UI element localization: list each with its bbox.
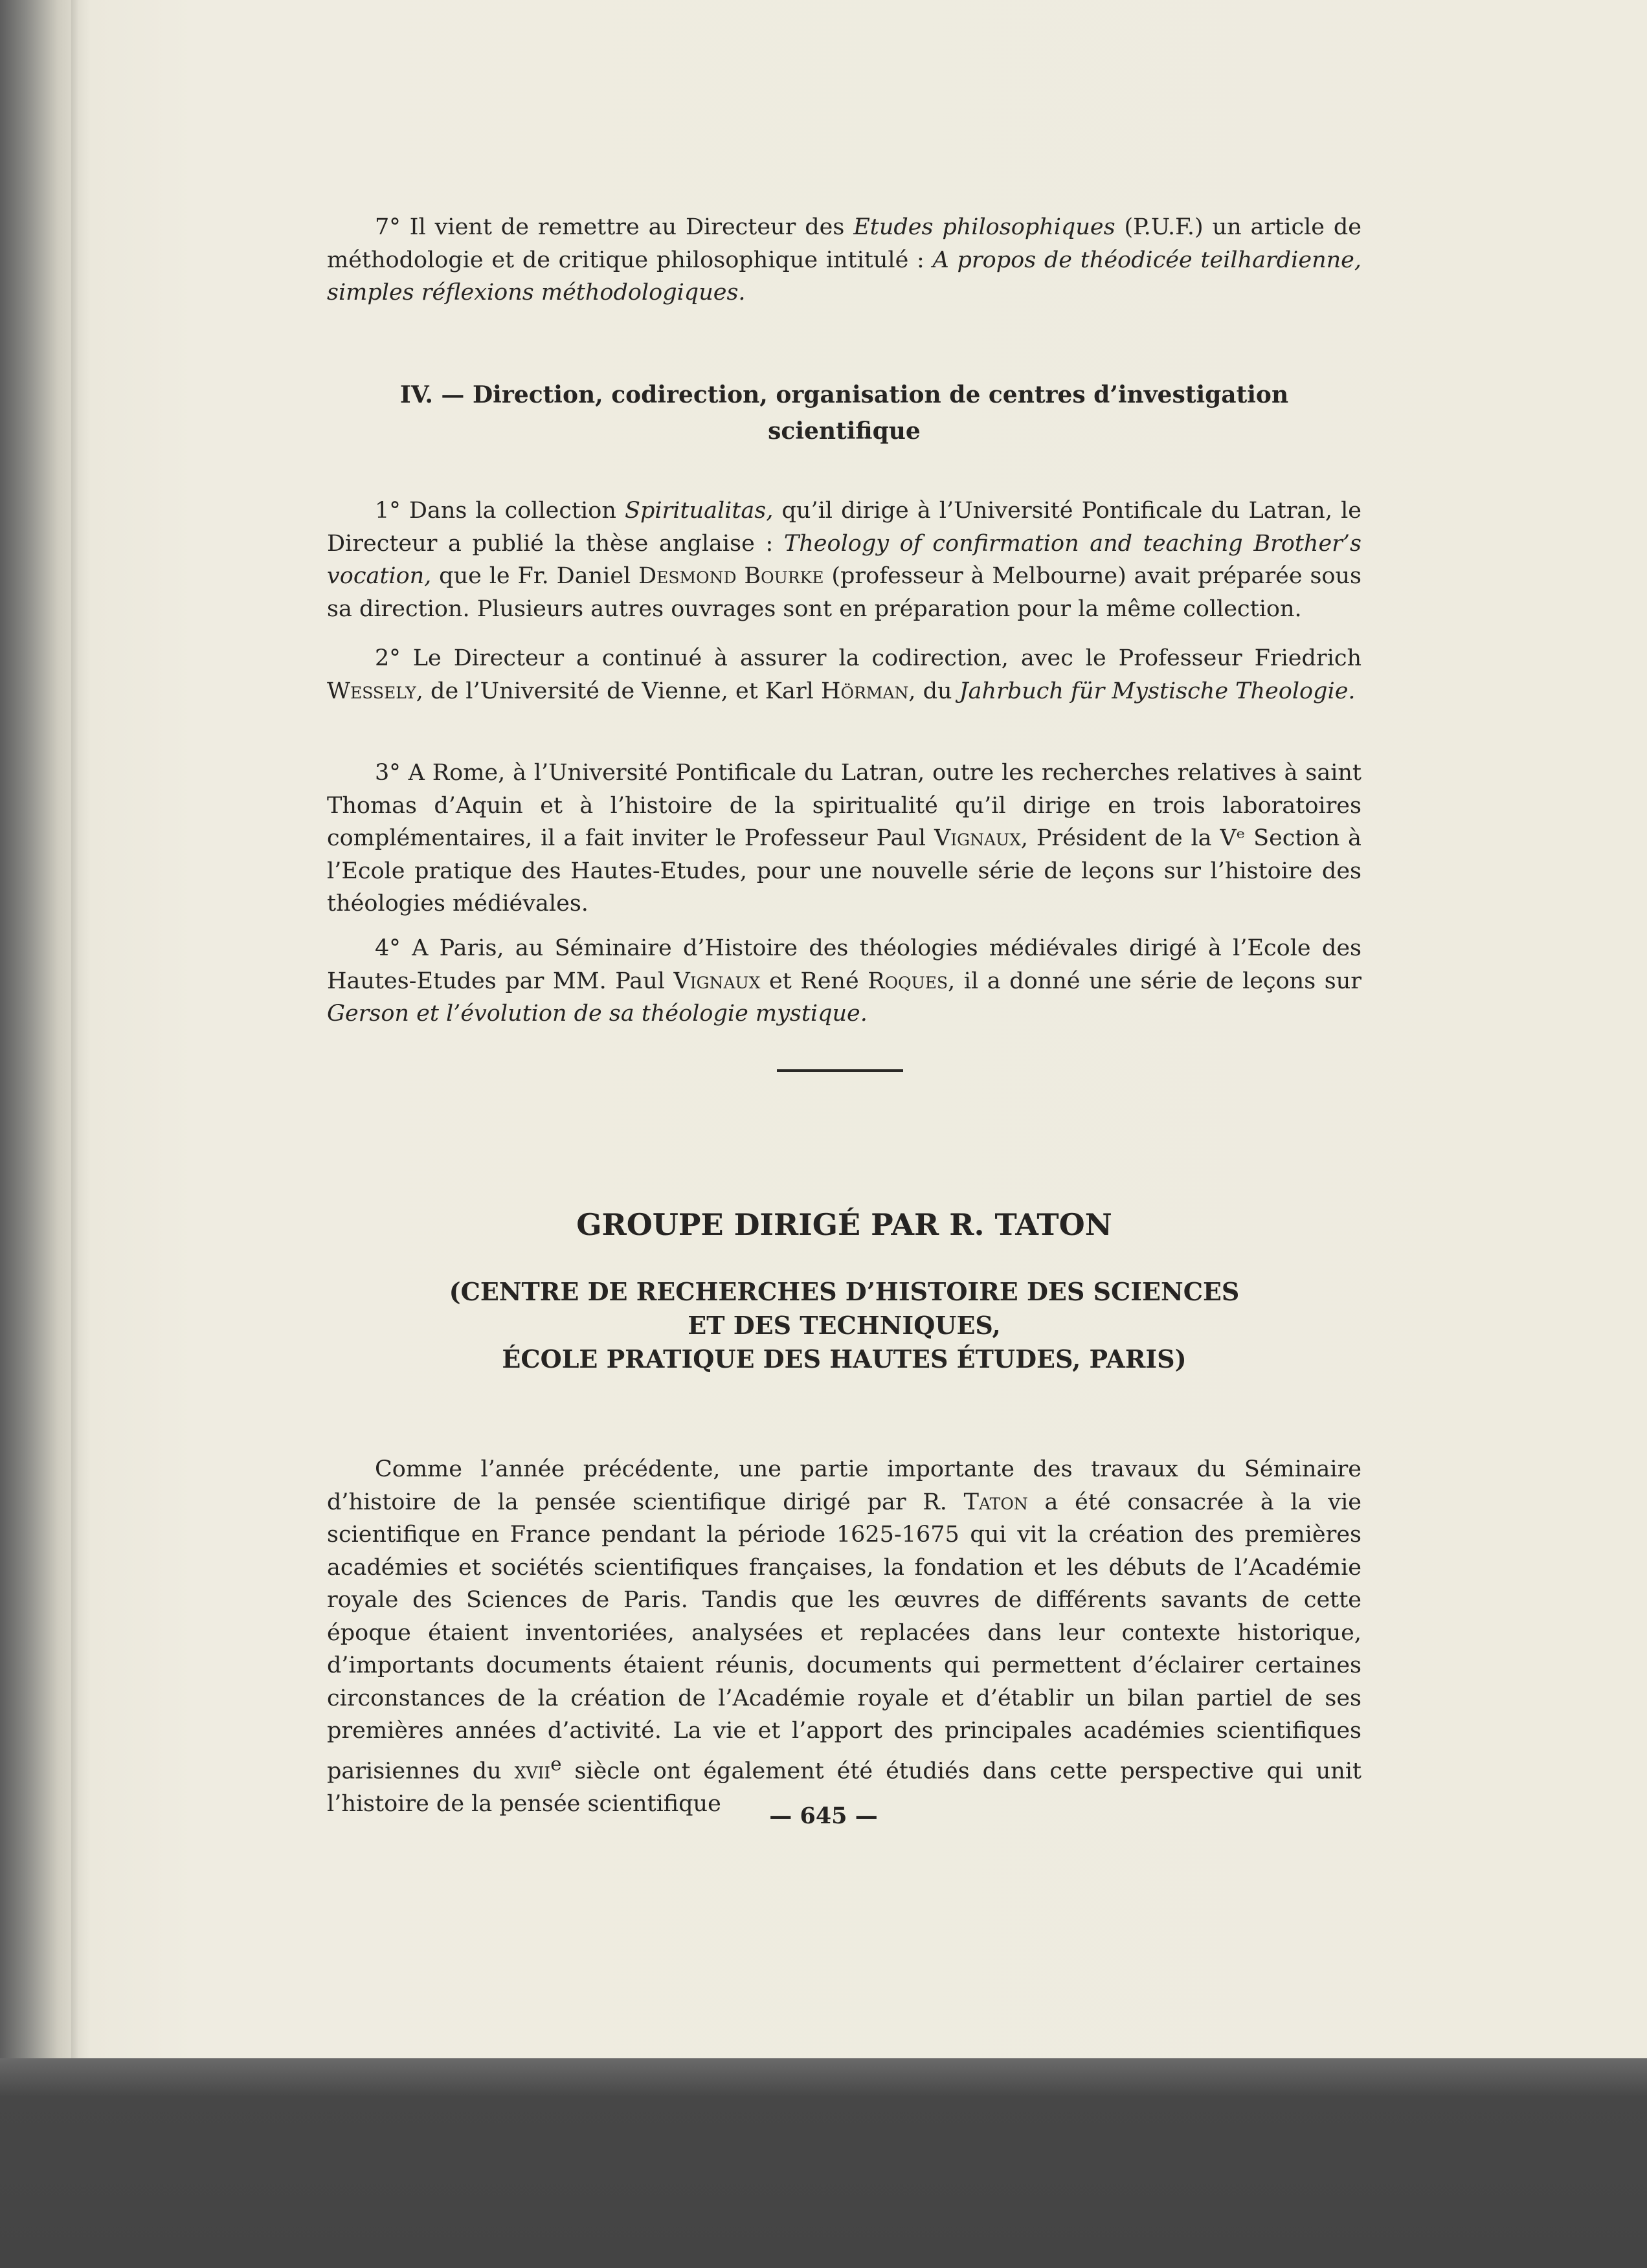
person-name: Vignaux — [934, 825, 1021, 851]
italic-title: Gerson et l’évolution de sa théologie mystique. — [327, 1001, 868, 1027]
text: (professeur à Melbourne) avait préparée sous sa direction. Plusieurs autres ouvrages sont en préparation pour la même collection. — [327, 563, 1361, 622]
century: xvii — [514, 1758, 551, 1784]
text: qu’il dirige à l’Université Pontificale du Latran, le Directeur a publié la thèse anglaise : — [327, 498, 1361, 557]
text: 3° A Rome, à l’Université Pontificale du Latran, outre les recherches relatives à saint Thomas d’Aquin et à l’histoire de la spiritualité qu’il dirige en trois laboratoires complémentaires, il a fait inviter le Professeur Paul — [327, 760, 1361, 851]
text: Comme l’année précédente, une partie importante des travaux du Séminaire d’histoire de la pensée scientifique dirigé par R. — [327, 1456, 1361, 1515]
page-number: — 645 — — [769, 1803, 878, 1829]
text: que le Fr. Daniel — [431, 563, 639, 589]
person-name: Wessely — [327, 678, 416, 704]
text: et René — [760, 968, 868, 994]
subtitle-line: ET DES TECHNIQUES, — [688, 1311, 1001, 1340]
italic-title: A propos de théodicée teilhardienne, simples réflexions méthodologiques. — [327, 247, 1361, 306]
group-subtitle — [327, 1275, 1361, 1376]
subtitle-line: ÉCOLE PRATIQUE DES HAUTES ÉTUDES, PARIS) — [502, 1344, 1187, 1373]
person-name: Roques — [868, 968, 948, 994]
text: 7° Il vient de remettre au Directeur des — [375, 214, 854, 240]
italic-title: Etudes philosophiques — [853, 214, 1115, 240]
person-name: Taton — [963, 1489, 1028, 1515]
text: (P.U.F.) un article de méthodologie et de critique philosophique intitulé : — [327, 214, 1361, 273]
paragraph-comme — [327, 1453, 1361, 1820]
person-name: Vignaux — [673, 968, 761, 994]
text: 4° A Paris, au Séminaire d’Histoire des théologies médiévales dirigé à l’Ecole des Hautes-Etudes par MM. Paul — [327, 935, 1361, 994]
italic-title: Theology of confirmation and teaching Brother’s vocation, — [327, 530, 1362, 589]
text: a été consacrée à la vie scientifique en France pendant la période 1625-1675 qui vit la création des premières académies et sociétés scientifiques françaises, la fondation et les débuts de l’Académie royale des Sciences de Paris. Tandis que les œuvres de différents savants de cette époque étaient inventoriées, analysées et replacées dans leur contexte historique, d’importants documents étaient réunis, documents qui permettent d’éclairer certaines circonstances de la création de l’Académie royale et d’établir un bilan partiel de ses premières années d’activité. La vie et l’apport des principales académies scientifiques parisiennes du — [327, 1489, 1361, 1784]
text: , de l’Université de Vienne, et Karl — [416, 678, 821, 704]
text: , du — [908, 678, 959, 704]
paragraph-2 — [327, 642, 1361, 707]
text: 2° Le Directeur a continué à assurer la codirection, avec le Professeur Friedrich — [375, 645, 1361, 671]
section-divider — [777, 1069, 903, 1072]
section-heading-iv: IV. — Direction, codirection, organisation de centres d’investigation scientifique — [399, 381, 1289, 445]
person-name: Hörman — [820, 678, 909, 704]
italic-title: Spiritualitas, — [624, 498, 774, 524]
text: , Président de la Vᵉ Section à l’Ecole pratique des Hautes-Etudes, pour une nouvelle série de leçons sur l’histoire des théologies médiévales. — [327, 825, 1361, 917]
subtitle-line: (CENTRE DE RECHERCHES D’HISTOIRE DES SCIENCES — [449, 1277, 1240, 1306]
text: siècle ont également été étudiés dans cette perspective qui unit l’histoire de la pensée scientifique — [327, 1758, 1361, 1817]
binding-shadow — [71, 0, 79, 2058]
scanner-background — [0, 2058, 1647, 2268]
text: , il a donné une série de leçons sur — [948, 968, 1361, 994]
superscript: e — [550, 1752, 562, 1775]
text: 1° Dans la collection — [375, 498, 625, 524]
paragraph-7 — [327, 211, 1361, 309]
group-title: GROUPE DIRIGÉ PAR R. TATON — [576, 1207, 1112, 1242]
paragraph-1 — [327, 495, 1361, 625]
person-name: Desmond Bourke — [638, 563, 824, 589]
paragraph-4 — [327, 932, 1361, 1030]
paragraph-3 — [327, 757, 1361, 920]
italic-title: Jahrbuch für Mystische Theologie. — [959, 678, 1356, 704]
